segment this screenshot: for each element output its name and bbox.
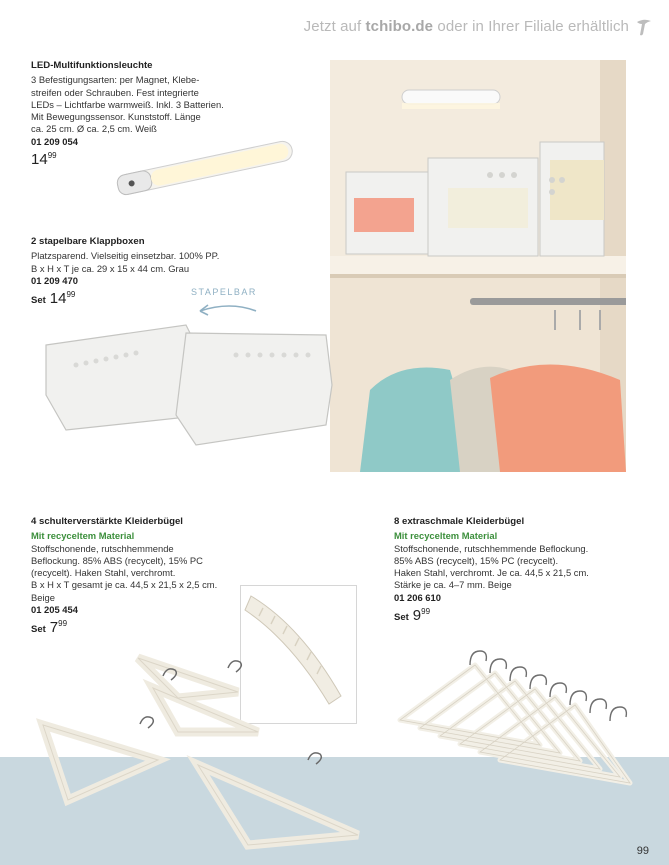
product-title: 2 stapelbare Klappboxen <box>31 236 145 247</box>
product-desc-line: Beflockung. 85% ABS (recycelt), 15% PC <box>31 554 203 566</box>
slim-hangers-image <box>390 625 640 795</box>
product-sku: 01 209 470 <box>31 274 78 286</box>
product-subtitle: Mit recyceltem Material <box>31 530 135 542</box>
product-hangers-8 <box>394 516 624 624</box>
product-desc-line: Stärke je ca. 4–7 mm. Beige <box>394 579 512 591</box>
price-main: 9 <box>412 607 422 625</box>
product-desc-line: 85% ABS (recycelt), 15% PC (recycelt). <box>394 554 559 566</box>
product-title: 8 extraschmale Kleiderbügel <box>394 516 525 527</box>
product-desc-line: Stoffschonende, rutschhemmende Beflockung. <box>394 542 589 554</box>
product-desc-line: Platzsparend. Vielseitig einsetzbar. 100% PP. <box>31 250 220 262</box>
header-prefix: Jetzt auf <box>303 18 366 35</box>
price-cents: 99 <box>421 607 431 617</box>
set-label: Set <box>31 624 46 636</box>
product-price <box>31 618 261 636</box>
price-cents: 99 <box>58 619 68 629</box>
product-desc-line: 3 Befestigungsarten: per Magnet, Klebe- <box>31 74 200 86</box>
product-desc-line: B x H x T gesamt je ca. 44,5 x 21,5 x 2,5 cm. <box>31 579 218 591</box>
product-sku: 01 206 610 <box>394 591 441 603</box>
product-sku: 01 209 054 <box>31 135 78 147</box>
price-main: 7 <box>49 619 59 637</box>
product-title: 4 schulterverstärkte Kleiderbügel <box>31 516 183 527</box>
led-light-image <box>108 140 300 196</box>
product-desc-line: Beige <box>31 591 55 603</box>
product-subtitle: Mit recyceltem Material <box>394 530 498 542</box>
price-main: 14 <box>49 290 67 308</box>
header-site-link[interactable]: tchibo.de <box>365 18 434 35</box>
product-desc-line: LEDs – Lichtfarbe warmweiß. Inkl. 3 Batterien. <box>31 98 224 110</box>
page-number: 99 <box>636 845 649 857</box>
price-cents: 99 <box>66 290 76 300</box>
product-desc-line: Mit Bewegungssensor. Kunststoff. Länge <box>31 111 201 123</box>
shoulder-hangers-image <box>28 640 368 850</box>
product-price <box>394 606 624 624</box>
product-title: LED-Multifunktionsleuchte <box>31 60 153 71</box>
stackable-boxes-image <box>36 305 336 455</box>
set-label: Set <box>31 295 46 307</box>
stapelbar-label: STAPELBAR <box>191 287 257 297</box>
tchibo-logo-icon <box>633 16 655 38</box>
header-availability <box>304 18 629 35</box>
shelf-photo <box>330 60 626 472</box>
product-desc-line: Stoffschonende, rutschhemmende <box>31 542 174 554</box>
price-main: 14 <box>31 151 48 169</box>
set-label: Set <box>394 612 409 624</box>
product-desc-line: B x H x T je ca. 29 x 15 x 44 cm. Grau <box>31 262 190 274</box>
product-desc-line: streifen oder Schrauben. Fest integrierte <box>31 86 199 98</box>
product-desc-line: Haken Stahl, verchromt. Je ca. 44,5 x 21,5 cm. <box>394 567 589 579</box>
product-desc-line: ca. 25 cm. Ø ca. 2,5 cm. Weiß <box>31 123 157 135</box>
product-desc-line: (recycelt). Haken Stahl, verchromt. <box>31 567 176 579</box>
product-hangers-4 <box>31 516 261 637</box>
price-cents: 99 <box>47 151 57 161</box>
product-sku: 01 205 454 <box>31 604 78 616</box>
header-suffix: oder in Ihrer Filiale erhältlich <box>433 18 629 35</box>
